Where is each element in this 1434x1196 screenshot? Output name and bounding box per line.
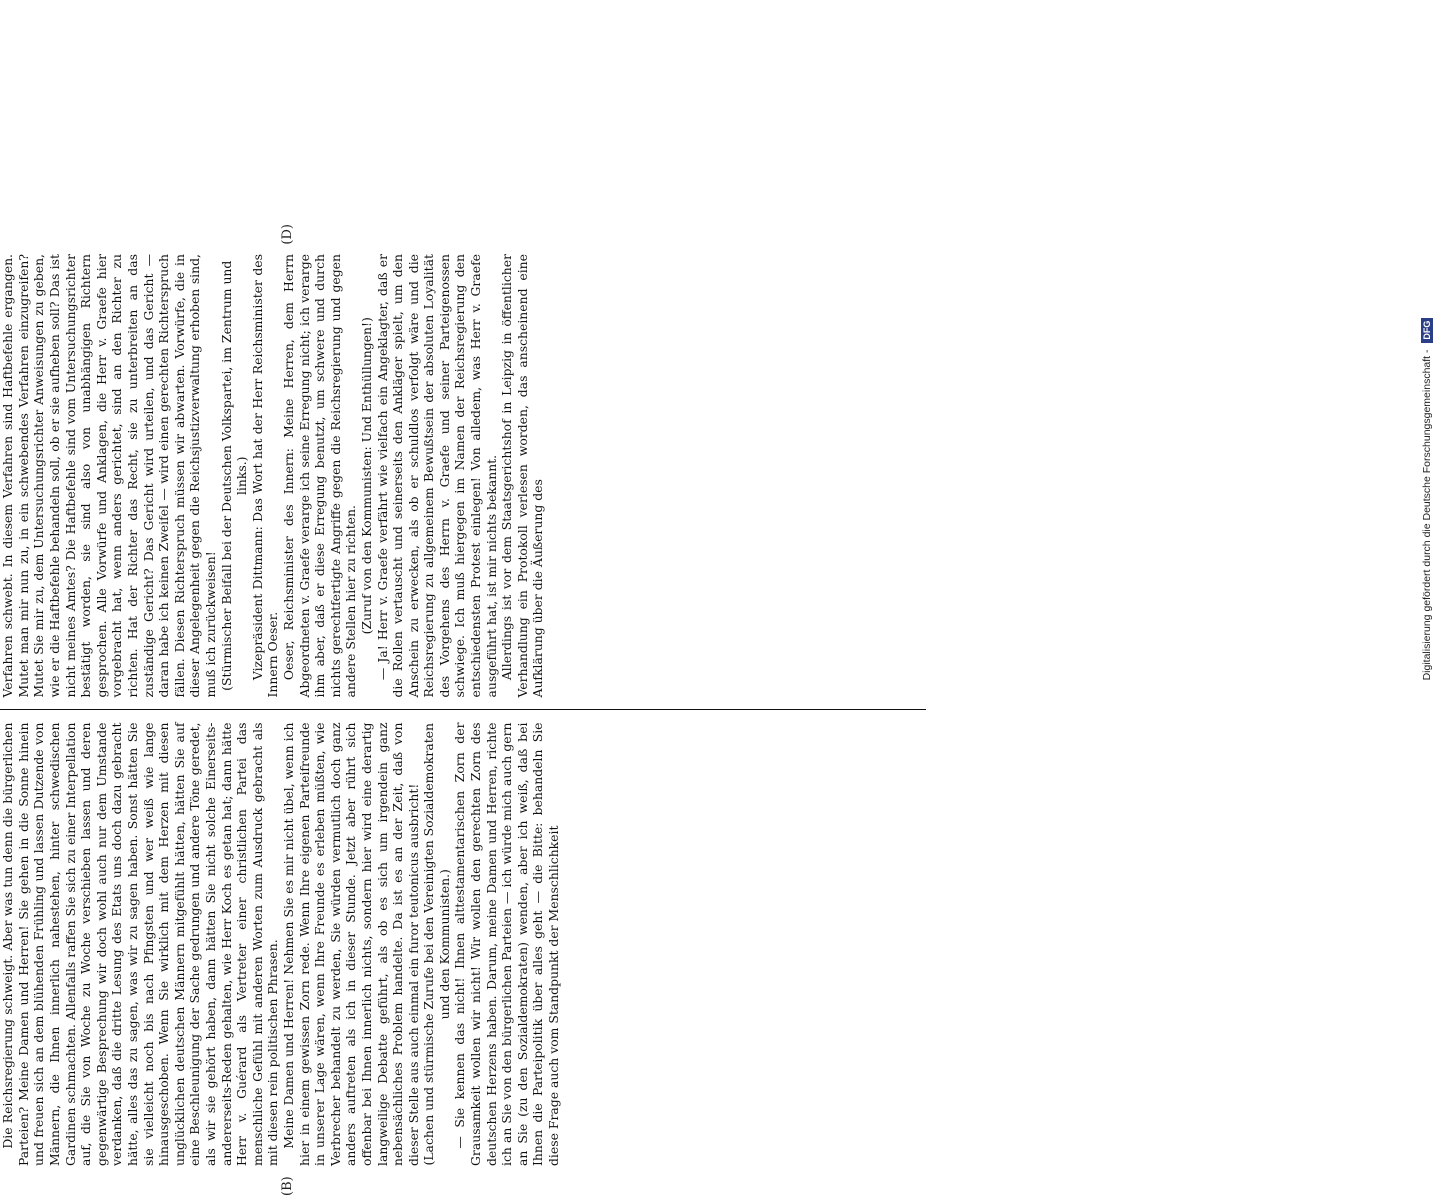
paragraph: — Ja! Herr v. Graefe verfährt wie vielfach ein Angeklagter, daß er die Rollen vertauscht und seinerseits den Ankläger spielt, um den Anschein zu erwecken, als ob er schuldlos verfolgt wäre und die Reichsregierung zu allgemeinem Bewußtsein der absoluten Loyalität des Vorgehens des Herrn v. Graefe und seiner Parteigenossen schwiege. Ich muß hiergegen im Namen der Reichsregierung den entschiedensten Protest einlegen! Von alledem, was Herr v. Graefe ausgeführt hat, ist mir nichts bekannt. [375,254,500,698]
margin-mark-d: (D) [280,224,295,245]
dfg-logo: DFG [1421,318,1433,343]
interjection: (Lachen und stürmische Zurufe bei den Vereinigten Sozialdemokraten und den Kommunisten.) [421,723,452,1167]
paragraph: Die Reichsregierung schweigt. Aber was tun denn die bürgerlichen Parteien? Meine Damen und Herren! Sie gehen in die Sonne hinein und freuen sich an dem blühenden Frühling und lassen Dutzende von Männern, die Ihnen innerlich nahestehen, hinter schwedischen Gardinen schmachten. Allenfalls raffen Sie sich zu einer Interpellation auf, die Sie von Woche zu Woche verschieben lassen und deren gegenwärtige Besprechung wir doch wohl auch nur dem Umstande verdanken, daß die dritte Lesung des Etats uns doch dazu gebracht hätte, alles das zu sagen, was wir zu sagen haben. Sonst hätten Sie sie vielleicht noch bis nach Pfingsten und wer weiß wie lange hinausgeschoben. Wenn Sie wirklich mit dem Herzen mit diesen unglücklichen deutschen Männern mitgefühlt hätten, hätten Sie auf eine Beschleunigung der Sache gedrungen und andere Töne geredet, als wir sie gehört haben, dann hätten Sie nicht solche Einerseits-andererseits-Reden gehalten, wie Herr Koch es getan hat; dann hätte Herr v. Guérard als Vertreter einer christlichen Partei das menschliche Gefühl mit anderen Worten zum Ausdruck gebracht als mit diesen rein politischen Phrasen. [0,723,281,1167]
interjection: (Zuruf von den Kommunisten: Und Enthüllungen!) [359,254,375,698]
paragraph: Meine Damen und Herren! Nehmen Sie es mir nicht übel, wenn ich hier in einem gewissen Zorn rede. Wenn Ihre eigenen Parteifreunde in unserer Lage wären, wenn Ihre Freunde es erleben müßten, wie Verbrecher behandelt zu werden, Sie würden vermutlich doch ganz anders auftreten als ich in dieser Stunde. Jetzt aber rührt sich offenbar bei Ihnen innerlich nichts, sondern hier wird eine derartig langweilige Debatte geführt, als ob es sich um irgendein ganz nebensächliches Problem handelte. Da ist es an der Zeit, daß von dieser Stelle aus auch einmal ein furor teutonicus ausbricht! [281,723,421,1167]
column-divider [0,710,926,711]
paragraph: — Sie kennen das nicht! Ihnen alttestamentarischen Zorn der Grausamkeit wollen wir nicht! Wir wollen den gerechten Zorn des deutschen Herzens haben. Darum, meine Damen und Herren, richte ich an Sie von den bürgerlichen Parteien — ich würde mich auch gern an Sie (zu den Sozialdemokraten) wenden, aber ich weiß, daß bei Ihnen die Parteipolitik über alles geht — die Bitte: behandeln Sie diese Frage auch vom Standpunkt der Menschlichkeit [452,723,561,1167]
paragraph: Verfahren schwebt. In diesem Verfahren sind Haftbefehle ergangen. Mutet man mir nun zu, in ein schwebendes Verfahren einzugreifen? Mutet Sie mir zu, dem Untersuchungsrichter Anweisungen zu geben, wie er die Haftbefehle behandeln soll, ob er sie aufheben soll? Das ist nicht meines Amtes? Die Haftbefehle sind vom Untersuchungsrichter bestätigt worden, sie sind also von unabhängigen Richtern gesprochen. Alle Vorwürfe und Anklagen, die Herr v. Graefe hier vorgebracht hat, wenn anders gerichtet, sind an den Richter zu richten. Hat der Richter das Recht, sie zu unterbreiten an das zuständige Gericht? Das Gericht wird urteilen, und das Gericht — daran habe ich keinen Zweifel — wird einen gerechten Richterspruch fällen. Diesen Richterspruch müssen wir abwarten. Vorwürfe, die in dieser Angelegenheit gegen die Reichsjustizverwaltung erhoben sind, muß ich zurückweisen! [0,254,219,698]
rotated-page [0,230,980,1190]
right-column [0,244,926,708]
text-columns [0,244,926,1176]
interjection: (Stürmischer Beifall bei der Deutschen Volkspartei, im Zentrum und links.) [219,254,250,698]
paragraph: Allerdings ist vor dem Staatsgerichtshof in Leipzig in öffentlicher Verhandlung ein Protokoll verlesen worden, das anscheinend eine Aufklärung über die Äußerung des [499,254,546,698]
left-column [0,713,926,1177]
funding-text: Digitalisierung gefördert durch die Deutsche Forschungsgemeinschaft - [1421,350,1433,681]
margin-mark-b: (B) [280,1176,295,1196]
funding-notice [1421,139,1434,859]
chair-remark: Vizepräsident Dittmann: Das Wort hat der Herr Reichsminister des Innern Oeser. [250,254,281,698]
paragraph: Oeser, Reichsminister des Innern: Meine Herren, dem Herrn Abgeordneten v. Graefe verarge ich seine Erregung nicht; ich verarge ihm aber, daß er diese Erregung benutzt, um schwere und durch nichts gerechtfertigte Angriffe gegen die Reichsregierung und gegen andere Stellen hier zu richten. [281,254,359,698]
